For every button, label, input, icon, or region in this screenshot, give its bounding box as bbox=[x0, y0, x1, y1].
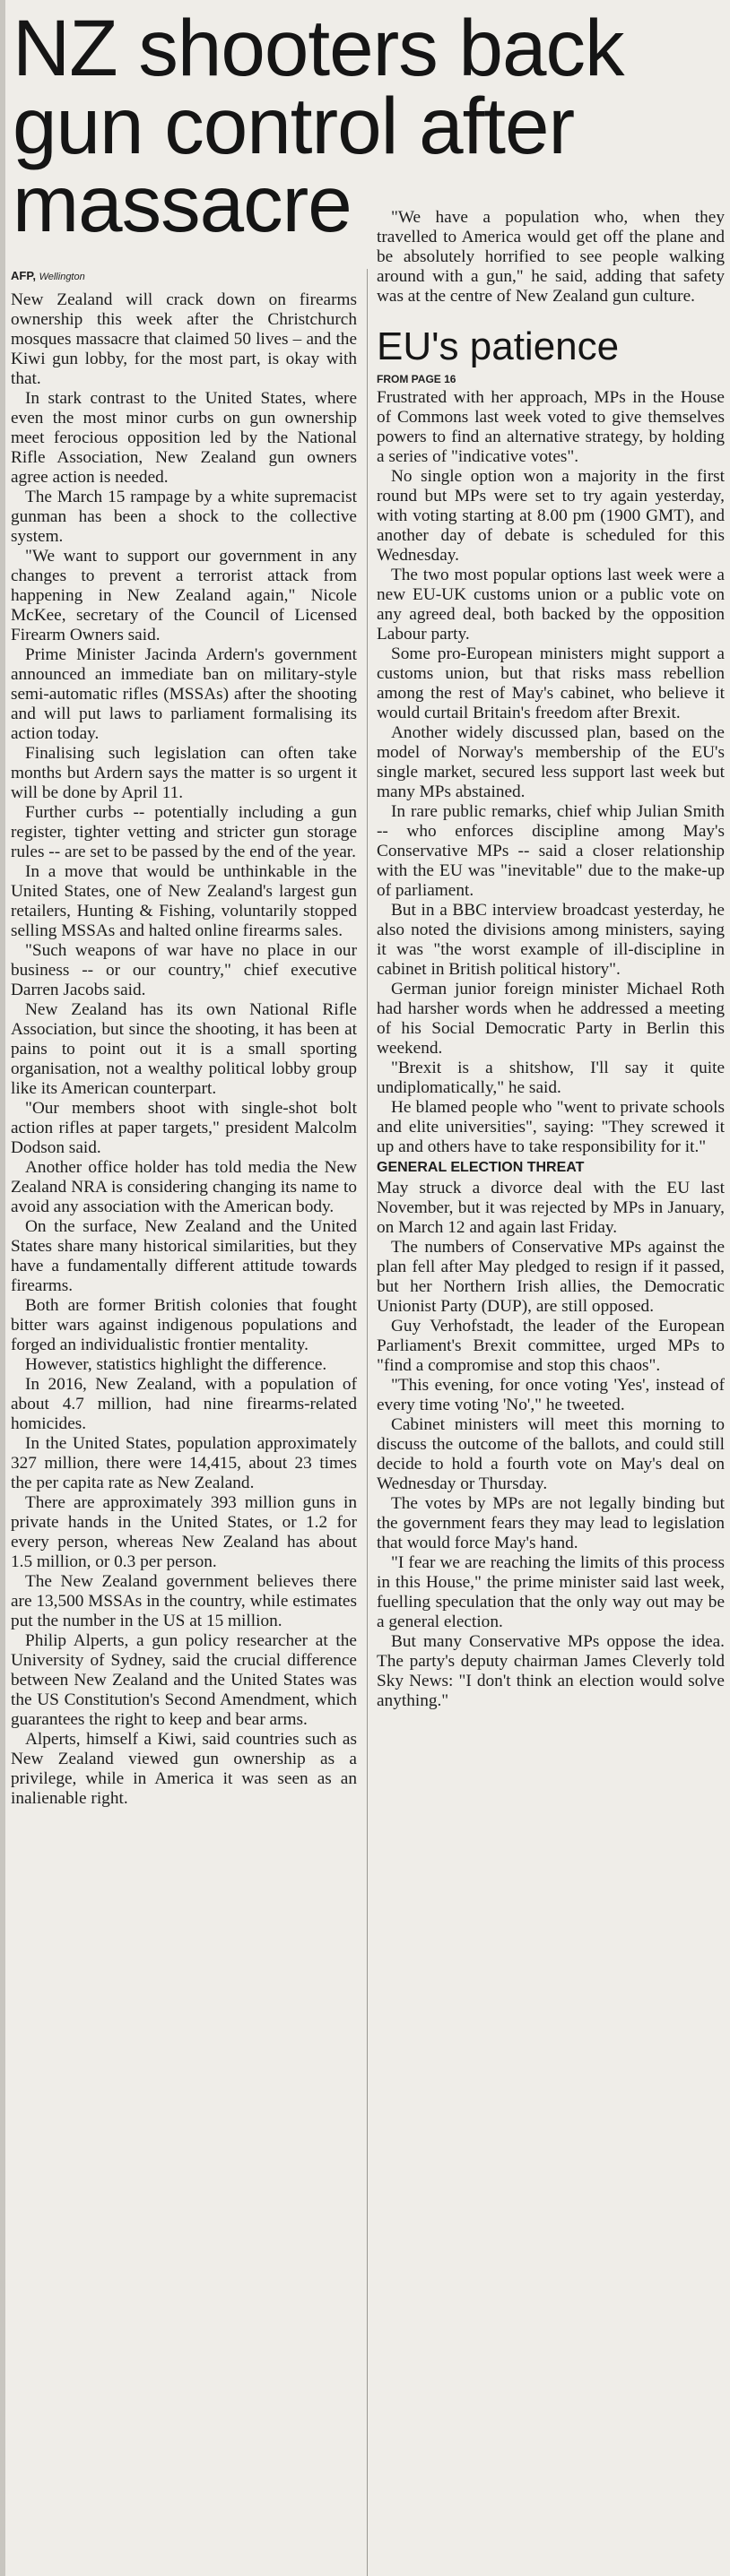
body-paragraph: Some pro-European ministers might support a customs union, but that risks mass rebellion among the rest of May's cabinet, who believe it would curtail Britain's freedom after Brexit. bbox=[377, 644, 725, 722]
body-paragraph: "Such weapons of war have no place in our business -- or our country," chief executive Darren Jacobs said. bbox=[11, 941, 357, 999]
body-paragraph: "I fear we are reaching the limits of this process in this House," the prime minister said last week, fuelling speculation that the only way out may be a general election. bbox=[377, 1553, 725, 1631]
body-paragraph: "Our members shoot with single-shot bolt action rifles at paper targets," president Malcolm Dodson said. bbox=[11, 1099, 357, 1157]
body-paragraph: Cabinet ministers will meet this morning to discuss the outcome of the ballots, and could still decide to hold a fourth vote on May's deal on Wednesday or Thursday. bbox=[377, 1415, 725, 1493]
right-body-a bbox=[377, 388, 725, 1157]
body-paragraph: Alperts, himself a Kiwi, said countries such as New Zealand viewed gun ownership as a privilege, while in America it was seen as an inalienable right. bbox=[11, 1730, 357, 1808]
section-title: EU's patience bbox=[377, 324, 620, 368]
body-paragraph: Another office holder has told media the New Zealand NRA is considering changing its name to avoid any association with the American body. bbox=[11, 1158, 357, 1216]
body-paragraph: But in a BBC interview broadcast yesterday, he also noted the divisions among ministers, saying it was "the worst example of ill-discipline in cabinet in British political history". bbox=[377, 901, 725, 979]
body-paragraph: "We want to support our government in any changes to prevent a terrorist attack from happening in New Zealand again," Nicole McKee, secretary of the Council of Licensed Firearm Owners said. bbox=[11, 547, 357, 644]
body-paragraph: In rare public remarks, chief whip Julian Smith -- who enforces discipline among May's Conservative MPs -- said a closer relationship with the EU was "inevitable" due to the make-up of parliament. bbox=[377, 802, 725, 900]
body-paragraph: The votes by MPs are not legally binding but the government fears they may lead to legislation that would force May's hand. bbox=[377, 1494, 725, 1552]
body-paragraph: In a move that would be unthinkable in the United States, one of New Zealand's largest gun retailers, Hunting & Fishing, voluntarily stopped selling MSSAs and halted online firearms sales. bbox=[11, 862, 357, 940]
byline-place: Wellington bbox=[39, 272, 85, 282]
body-paragraph: In stark contrast to the United States, where even the most minor curbs on gun ownership meet ferocious opposition led by the National Rifle Association, New Zealand gun owners agree action is needed. bbox=[11, 389, 357, 487]
body-paragraph: There are approximately 393 million guns in private hands in the United States, or 1.2 for every person, whereas New Zealand has about 1.5 million, or 0.3 per person. bbox=[11, 1493, 357, 1571]
body-paragraph: On the surface, New Zealand and the United States share many historical similarities, but they have a fundamentally different attitude towards firearms. bbox=[11, 1217, 357, 1295]
body-paragraph: Philip Alperts, a gun policy researcher at the University of Sydney, said the crucial difference between New Zealand and the United States was the US Constitution's Second Amendment, which guarantees the right to keep and bear arms. bbox=[11, 1631, 357, 1729]
continued-paragraph: "We have a population who, when they travelled to America would get off the plane and be absolutely horrified to see people walking around with a gun," he said, adding that safety was at the centre of New Zealand gun culture. bbox=[377, 208, 725, 306]
body-paragraph: In the United States, population approximately 327 million, there were 14,415, about 23 times the per capita rate as New Zealand. bbox=[11, 1434, 357, 1492]
from-page-label: FROM PAGE 16 bbox=[377, 373, 456, 385]
body-paragraph: May struck a divorce deal with the EU last November, but it was rejected by MPs in January, on March 12 and again last Friday. bbox=[377, 1179, 725, 1237]
body-paragraph: New Zealand has its own National Rifle Association, but since the shooting, it has been at pains to point out it is a small sporting organisation, not a wealthy political lobby group like its American counterpart. bbox=[11, 1000, 357, 1098]
right-body-b bbox=[377, 1179, 725, 1711]
body-paragraph: "This evening, for once voting 'Yes', instead of every time voting 'No'," he tweeted. bbox=[377, 1376, 725, 1414]
subhead: GENERAL ELECTION THREAT bbox=[377, 1160, 585, 1175]
body-paragraph: The numbers of Conservative MPs against the plan fell after May pledged to resign if it passed, but her Northern Irish allies, the Democratic Unionist Party (DUP), are still opposed. bbox=[377, 1238, 725, 1316]
body-paragraph: Guy Verhofstadt, the leader of the European Parliament's Brexit committee, urged MPs to "find a compromise and stop this chaos". bbox=[377, 1317, 725, 1375]
body-paragraph: Finalising such legislation can often take months but Ardern says the matter is so urgent it will be done by April 11. bbox=[11, 744, 357, 802]
body-paragraph: German junior foreign minister Michael Roth had harsher words when he addressed a meeting of his Social Democratic Party in Berlin this weekend. bbox=[377, 980, 725, 1058]
left-body bbox=[11, 290, 357, 1809]
body-paragraph: But many Conservative MPs oppose the idea. The party's deputy chairman James Cleverly told Sky News: "I don't think an election would solve anything." bbox=[377, 1632, 725, 1710]
byline-agency: AFP, bbox=[11, 269, 36, 282]
page-edge bbox=[0, 0, 5, 2576]
body-paragraph: Another widely discussed plan, based on the model of Norway's membership of the EU's single market, secured less support last week but many MPs abstained. bbox=[377, 723, 725, 801]
body-paragraph: The New Zealand government believes there are 13,500 MSSAs in the country, while estimates put the number in the US at 15 million. bbox=[11, 1572, 357, 1630]
body-paragraph: The March 15 rampage by a white supremacist gunman has been a shock to the collective system. bbox=[11, 488, 357, 546]
body-paragraph: He blamed people who "went to private schools and elite universities", saying: "They screwed it up and others have to take responsibility for it." bbox=[377, 1098, 725, 1156]
body-paragraph: The two most popular options last week were a new EU-UK customs union or a public vote on any agreed deal, both backed by the opposition Labour party. bbox=[377, 566, 725, 644]
body-paragraph: Further curbs -- potentially including a gun register, tighter vetting and stricter gun storage rules -- are set to be passed by the end of the year. bbox=[11, 803, 357, 861]
body-paragraph: "Brexit is a shitshow, I'll say it quite undiplomatically," he said. bbox=[377, 1059, 725, 1097]
headline: NZ shooters back gun control after massacre bbox=[13, 3, 624, 248]
body-paragraph: No single option won a majority in the first round but MPs were set to try again yesterday, with voting starting at 8.00 pm (1900 GMT), and another day of debate is scheduled for this Wednesday. bbox=[377, 467, 725, 565]
column-divider bbox=[367, 269, 368, 2576]
body-paragraph: New Zealand will crack down on firearms ownership this week after the Christchurch mosques massacre that claimed 50 lives – and the Kiwi gun lobby, for the most part, is okay with that. bbox=[11, 290, 357, 388]
body-paragraph: In 2016, New Zealand, with a population of about 4.7 million, had nine firearms-related homicides. bbox=[11, 1375, 357, 1433]
body-paragraph: However, statistics highlight the difference. bbox=[25, 1355, 327, 1374]
byline bbox=[11, 269, 357, 282]
body-paragraph: Prime Minister Jacinda Ardern's government announced an immediate ban on military-style semi-automatic rifles (MSSAs) after the shooting and will put laws to parliament formalising its action today. bbox=[11, 645, 357, 743]
body-paragraph: Frustrated with her approach, MPs in the House of Commons last week voted to give themselves powers to find an alternative strategy, by holding a series of "indicative votes". bbox=[377, 388, 725, 466]
body-paragraph: Both are former British colonies that fought bitter wars against indigenous populations and forged an individualistic frontier mentality. bbox=[11, 1296, 357, 1354]
article-column-left bbox=[11, 269, 357, 2576]
article-column-right bbox=[377, 208, 725, 2576]
